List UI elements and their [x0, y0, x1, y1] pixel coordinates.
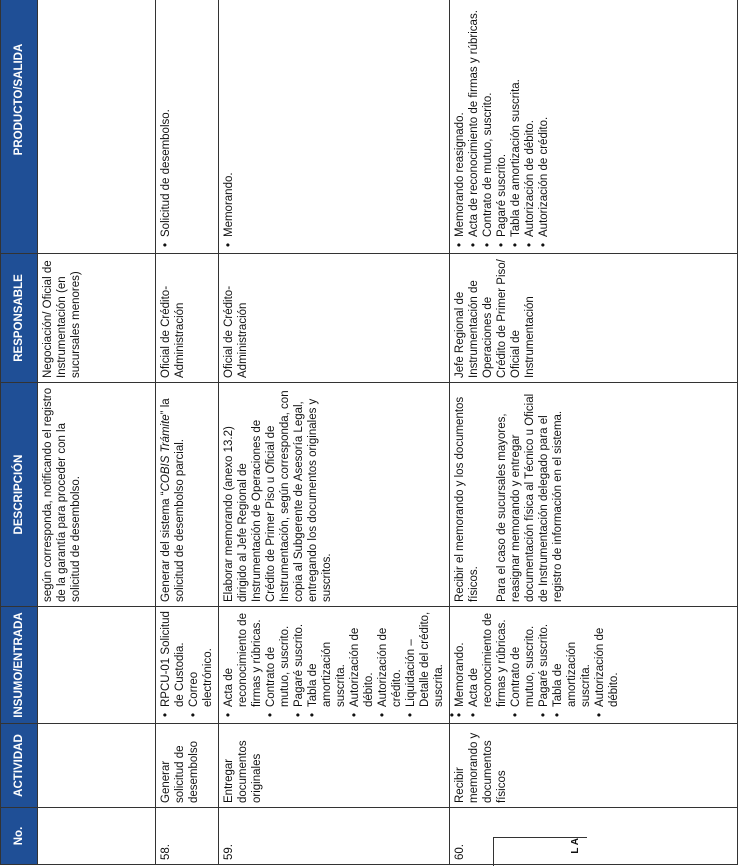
- cell-actividad: [38, 724, 156, 808]
- cell-insumo: [156, 607, 219, 724]
- cell-no: 59.: [219, 808, 450, 865]
- table-row: [38, 0, 156, 865]
- insumo-list-item: • Contrato de mutuo, suscrito.: [509, 611, 537, 719]
- insumo-list-item: • Liquidación – Detalle del crédito, suscrita.: [404, 611, 446, 719]
- table-row: [156, 0, 219, 865]
- cell-actividad: Generar solicitud de desembolso: [156, 724, 219, 808]
- system-name: COBIS Trámite: [160, 414, 172, 492]
- cell-insumo: [219, 607, 450, 724]
- cell-insumo: [38, 607, 156, 724]
- header-no: No.: [1, 808, 38, 865]
- producto-list-item: • Pagaré suscrito.: [495, 0, 509, 249]
- insumo-list: [222, 611, 446, 719]
- insumo-list-item: • Autorización de débito.: [348, 611, 376, 719]
- cell-producto: [156, 0, 219, 254]
- producto-list: [159, 0, 173, 249]
- producto-list-item: • Tabla de amortización suscrita.: [509, 0, 523, 249]
- cell-producto: [38, 0, 156, 254]
- insumo-list-item: • Tabla de amortización suscrita.: [551, 611, 593, 719]
- producto-list: [222, 0, 236, 249]
- producto-list-item: • Acta de reconocimiento de firmas y rúbricas.: [467, 0, 481, 249]
- cell-responsable: Jefe Regional de Instrumentación de Operaciones de Crédito de Primer Piso/ Oficial de Instrumentación: [450, 254, 738, 383]
- cell-descripcion: [450, 383, 738, 607]
- cell-descripcion: Generar del sistema “COBIS Trámite” la solicitud de desembolso parcial.: [156, 383, 219, 607]
- insumo-list-item: • Memorando.: [453, 611, 467, 719]
- cell-no: 58.: [156, 808, 219, 865]
- insumo-list-item: • Acta de reconocimiento de firmas y rúbricas.: [467, 611, 509, 719]
- description-paragraph: Recibir el memorando y los documentos físicos.: [454, 396, 480, 602]
- producto-list-item: • Solicitud de desembolso.: [159, 0, 173, 249]
- insumo-list-item: • Autorización de crédito.: [376, 611, 404, 719]
- producto-list-item: • Memorando.: [222, 0, 236, 249]
- producto-list-item: • Autorización de débito.: [523, 0, 537, 249]
- insumo-list: [159, 611, 215, 719]
- cell-descripcion: Elaborar memorando (anexo 13.2) dirigido al Jefe Regional de Instrumentación de Operaciones de Crédito de Primer Piso u Oficial de Instrumentación, según corresponda, con copia al Subgerente de Asesoría Legal, entregando los documentos originales y suscritos.: [219, 383, 450, 607]
- insumo-list-item: • Acta de reconocimiento de firmas y rúbricas.: [222, 611, 264, 719]
- cell-responsable: Oficial de Crédito- Administración: [156, 254, 219, 383]
- cell-producto: [219, 0, 450, 254]
- cell-no: 60.: [450, 808, 738, 865]
- header-responsable: RESPONSABLE: [1, 254, 38, 383]
- header-actividad: ACTIVIDAD: [1, 724, 38, 808]
- insumo-list-item: • RPCU-01 Solicitud de Custodia.: [159, 611, 187, 719]
- header-row: [1, 0, 38, 865]
- cell-descripcion: según corresponda, notificando el registro de la garantía para proceder con la solicitud de desembolso.: [38, 383, 156, 607]
- insumo-list-item: • Pagaré suscrito.: [292, 611, 306, 719]
- insumo-list-item: • Autorización de débito.: [593, 611, 621, 719]
- description-paragraph: Para el caso de sucursales mayores, reasignar memorando y entregar documentación física al Técnico u Oficial de Instrumentación delegado para el registro de información en el sistema.: [496, 393, 564, 602]
- insumo-list-item: • Pagaré suscrito.: [537, 611, 551, 719]
- header-producto: PRODUCTO/SALIDA: [1, 0, 38, 254]
- insumo-list-item: • Contrato de mutuo, suscrito.: [264, 611, 292, 719]
- table-row: [450, 0, 738, 865]
- cell-responsable: Negociación/ Oficial de Instrumentación (en sucursales menores): [38, 254, 156, 383]
- page-corner-label: L A: [570, 838, 581, 854]
- table-row: [219, 0, 450, 865]
- cell-producto: [450, 0, 738, 254]
- cell-insumo: [450, 607, 738, 724]
- header-descripcion: DESCRIPCIÓN: [1, 383, 38, 607]
- cell-responsable: Oficial de Crédito- Administración: [219, 254, 450, 383]
- header-insumo: INSUMO/ENTRADA: [1, 607, 38, 724]
- insumo-list-item: • Tabla de amortización suscrita.: [306, 611, 348, 719]
- insumo-list: [453, 611, 621, 719]
- cell-actividad: Entregar documentos originales: [219, 724, 450, 808]
- cell-actividad: Recibir memorando y documentos físicos: [450, 724, 738, 808]
- producto-list-item: • Contrato de mutuo, suscrito.: [481, 0, 495, 249]
- producto-list: [453, 0, 551, 249]
- producto-list-item: • Memorando reasignado.: [453, 0, 467, 249]
- insumo-list-item: • Correo electrónico.: [187, 611, 215, 719]
- cell-no: [38, 808, 156, 865]
- producto-list-item: • Autorización de crédito.: [537, 0, 551, 249]
